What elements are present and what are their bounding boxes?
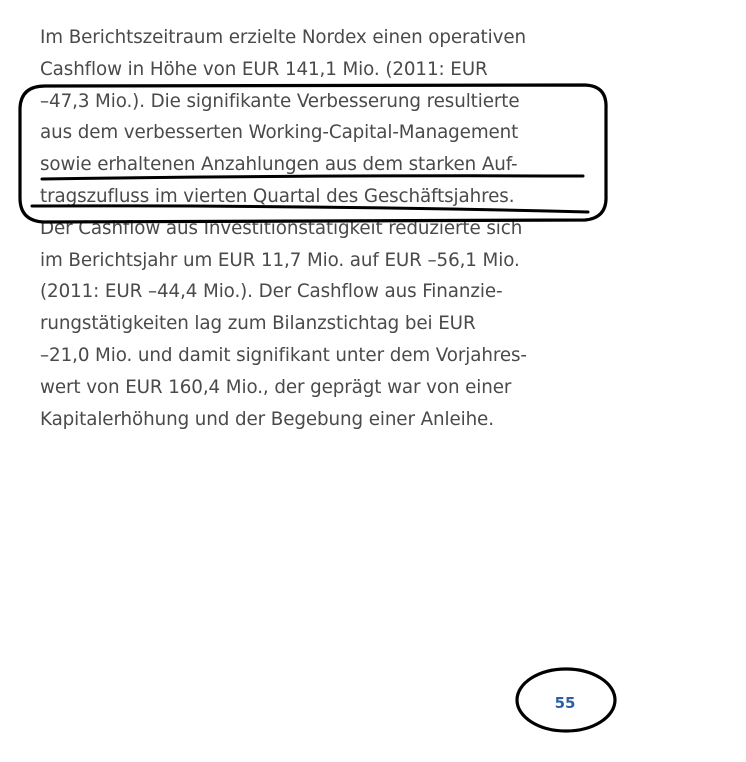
text-line: wert von EUR 160,4 Mio., der geprägt war von einer (40, 376, 512, 398)
text-line: Cashflow in Höhe von EUR 141,1 Mio. (2011: EUR (40, 58, 488, 80)
text-line: tragszufluss im vierten Quartal des Geschäftsjahres. (40, 185, 515, 207)
text-line: (2011: EUR –44,4 Mio.). Der Cashflow aus Finanzie- (40, 281, 503, 303)
text-line: Im Berichtszeitraum erzielte Nordex einen operativen (40, 27, 526, 48)
text-line: Kapitalerhöhung und der Begebung einer Anleihe. (40, 408, 494, 430)
text-line: Der Cashflow aus Investitionstätigkeit reduzierte sich (40, 217, 523, 239)
page-number: 55 (554, 694, 576, 712)
text-line: sowie erhaltenen Anzahlungen aus dem starken Auf- (40, 154, 518, 176)
cashflow-paragraph (40, 22, 600, 435)
text-line: im Berichtsjahr um EUR 11,7 Mio. auf EUR –56,1 Mio. (40, 249, 520, 271)
text-line: rungstätigkeiten lag zum Bilanzstichtag bei EUR (40, 313, 476, 335)
text-line: –47,3 Mio.). Die signifikante Verbesserung resultierte (40, 90, 520, 112)
text-line: –21,0 Mio. und damit signifikant unter dem Vorjahres- (40, 344, 527, 366)
text-line: aus dem verbesserten Working-Capital-Management (40, 122, 519, 144)
